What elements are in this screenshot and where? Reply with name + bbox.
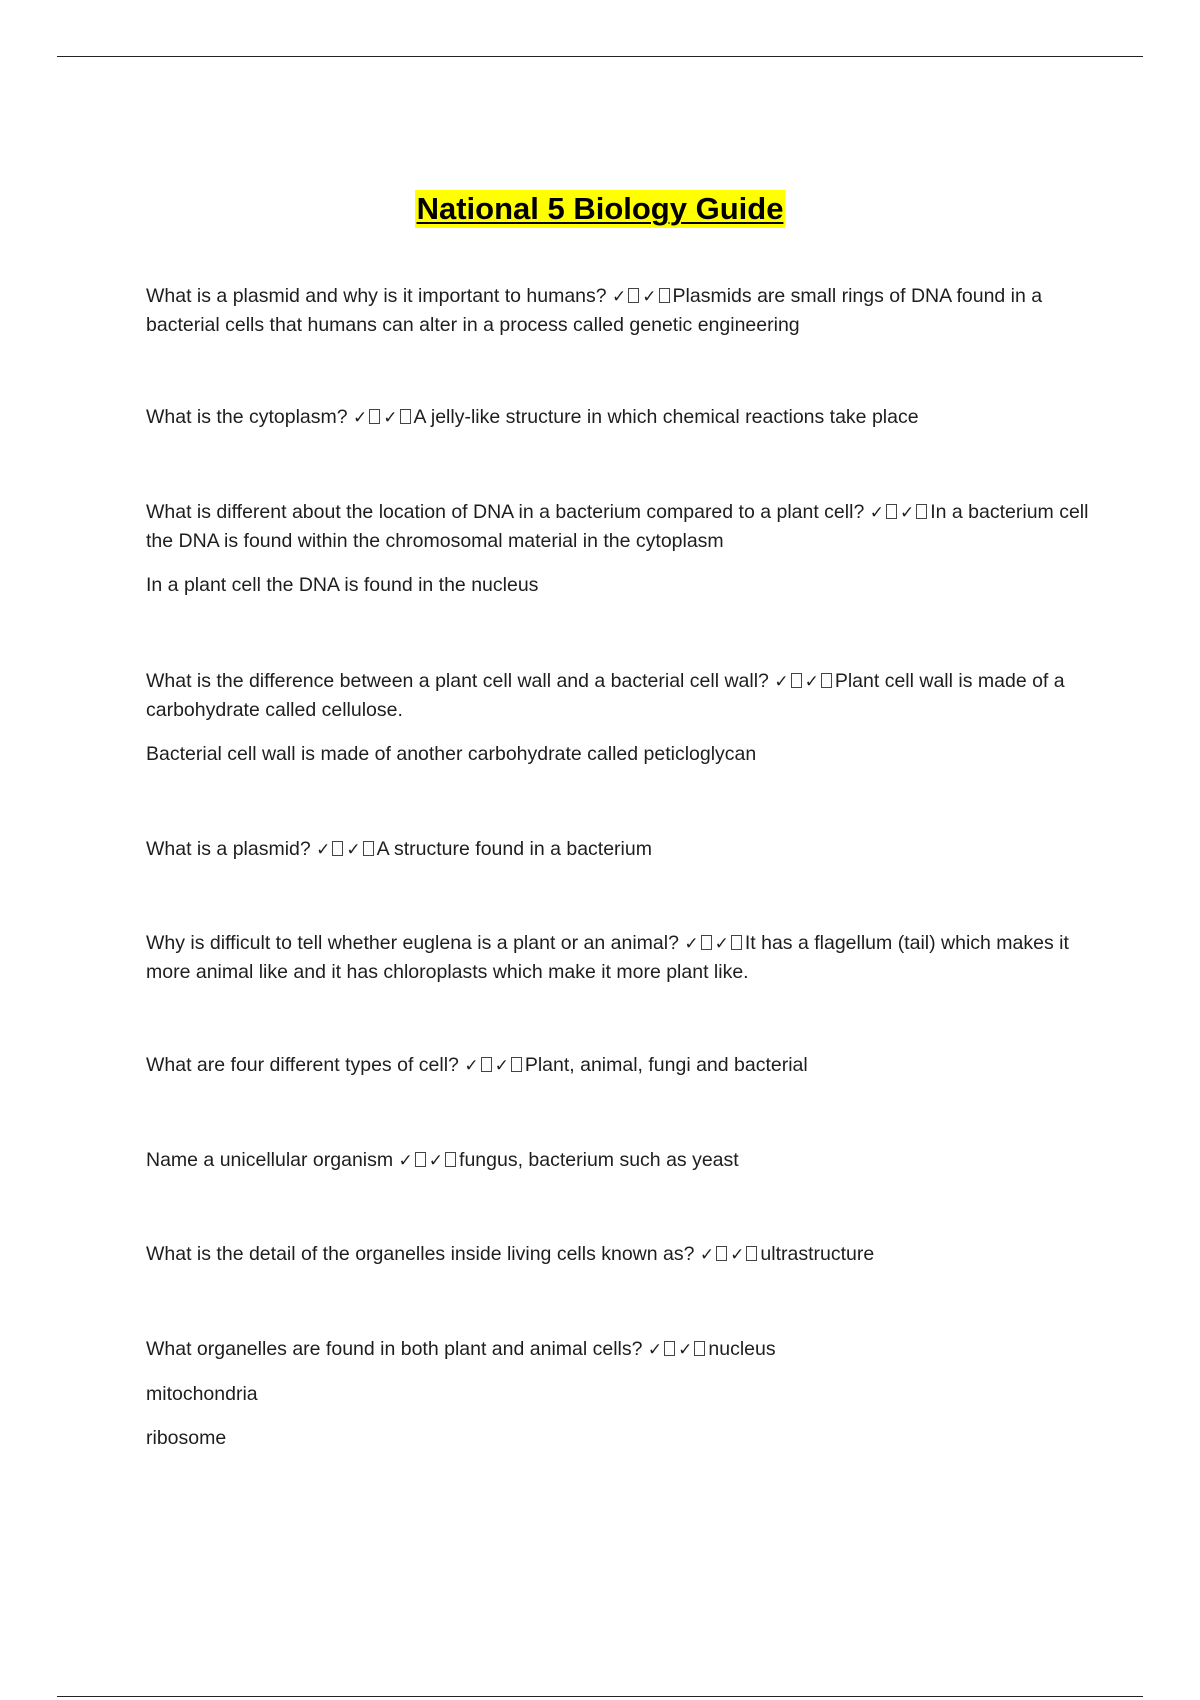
footer-rule <box>57 1696 1143 1697</box>
answer-extra-line: ribosome <box>146 1427 227 1449</box>
question-text: What organelles are found in both plant and animal cells? <box>146 1338 643 1360</box>
box-icon <box>511 1057 522 1072</box>
question-text: What is a plasmid and why is it important to humans? <box>146 285 607 307</box>
box-icon <box>628 288 639 303</box>
box-icon <box>886 504 897 519</box>
document-title: National 5 Biology Guide <box>416 191 784 226</box>
check-separator: ✓ ✓ <box>648 1340 709 1360</box>
box-icon <box>415 1152 426 1167</box>
check-separator: ✓ ✓ <box>464 1056 525 1076</box>
answer-text: Plasmids are small rings of DNA found in a bacterial cells that humans can alter in a process called genetic engineering <box>146 285 1043 336</box>
answer-text: In a bacterium cell the DNA is found within the chromosomal material in the cytoplasm <box>146 501 1089 552</box>
box-icon <box>481 1057 492 1072</box>
check-separator: ✓ ✓ <box>612 287 673 307</box>
qa-item-2 <box>146 403 1094 432</box>
qa-item-1 <box>146 282 1094 339</box>
box-icon <box>400 409 411 424</box>
box-icon <box>746 1246 757 1261</box>
box-icon <box>821 673 832 688</box>
box-icon <box>664 1341 675 1356</box>
answer-text: A structure found in a bacterium <box>376 838 652 860</box>
box-icon <box>332 841 343 856</box>
answer-extra-line: Bacterial cell wall is made of another carbohydrate called peticloglycan <box>146 743 757 765</box>
answer-text: fungus, bacterium such as yeast <box>459 1149 739 1171</box>
check-separator: ✓ ✓ <box>353 408 414 428</box>
answer-text: ultrastructure <box>760 1243 875 1265</box>
check-separator: ✓ ✓ <box>700 1245 761 1265</box>
box-icon <box>916 504 927 519</box>
question-text: What is a plasmid? <box>146 838 311 860</box>
answer-text: Plant cell wall is made of a carbohydrate called cellulose. <box>146 670 1065 721</box>
box-icon <box>731 935 742 950</box>
check-separator: ✓ ✓ <box>399 1151 460 1171</box>
qa-item-3 <box>146 498 1094 599</box>
question-text: What is different about the location of DNA in a bacterium compared to a plant cell? <box>146 501 865 523</box>
box-icon <box>369 409 380 424</box>
answer-text: It has a flagellum (tail) which makes it more animal like and it has chloroplasts which make it more plant like. <box>146 932 1069 983</box>
answer-text: A jelly-like structure in which chemical reactions take place <box>413 406 919 428</box>
title-block <box>0 190 1200 228</box>
qa-item-10 <box>146 1335 1094 1452</box>
qa-item-6 <box>146 929 1094 986</box>
box-icon <box>659 288 670 303</box>
question-text: What are four different types of cell? <box>146 1054 459 1076</box>
check-separator: ✓ ✓ <box>316 840 377 860</box>
header-rule <box>57 56 1143 57</box>
box-icon <box>363 841 374 856</box>
answer-extra-line: In a plant cell the DNA is found in the nucleus <box>146 574 539 596</box>
question-text: What is the difference between a plant cell wall and a bacterial cell wall? <box>146 670 769 692</box>
question-text: Name a unicellular organism <box>146 1149 394 1171</box>
answer-text: nucleus <box>708 1338 776 1360</box>
check-separator: ✓ ✓ <box>684 934 745 954</box>
question-text: What is the detail of the organelles inside living cells known as? <box>146 1243 695 1265</box>
question-text: What is the cytoplasm? <box>146 406 348 428</box>
question-text: Why is difficult to tell whether euglena is a plant or an animal? <box>146 932 679 954</box>
qa-item-5 <box>146 835 1094 864</box>
box-icon <box>694 1341 705 1356</box>
qa-item-4 <box>146 667 1094 768</box>
box-icon <box>445 1152 456 1167</box>
qa-item-9 <box>146 1240 1094 1269</box>
check-separator: ✓ ✓ <box>774 672 835 692</box>
qa-item-8 <box>146 1146 1094 1175</box>
check-separator: ✓ ✓ <box>870 503 931 523</box>
box-icon <box>791 673 802 688</box>
answer-extra-line: mitochondria <box>146 1383 258 1405</box>
box-icon <box>716 1246 727 1261</box>
qa-item-7 <box>146 1051 1094 1080</box>
box-icon <box>701 935 712 950</box>
answer-text: Plant, animal, fungi and bacterial <box>524 1054 808 1076</box>
